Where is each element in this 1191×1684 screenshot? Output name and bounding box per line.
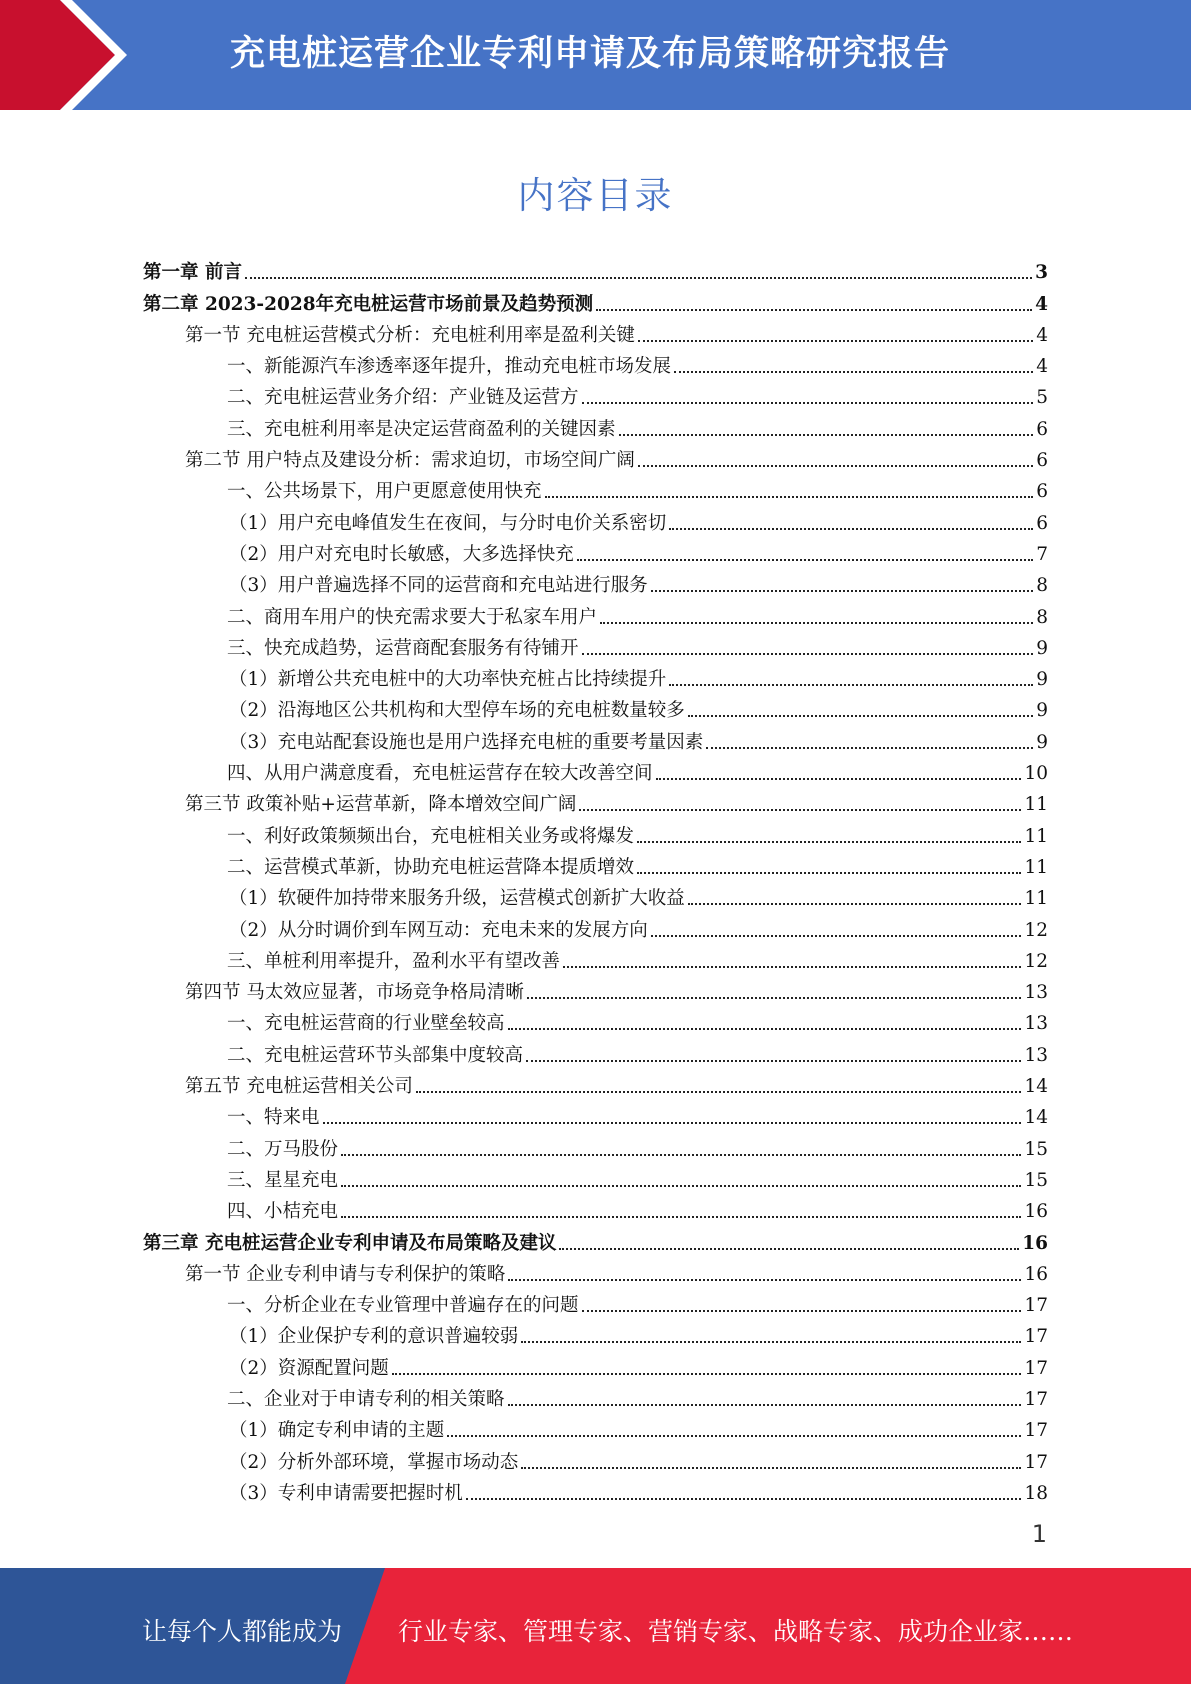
toc-entry-page: 15: [1024, 1169, 1048, 1191]
toc-dot-leader: [416, 1091, 1022, 1093]
toc-entry-title: （1）企业保护专利的意识普遍较弱: [229, 1326, 519, 1348]
toc-entry[interactable]: [143, 974, 1048, 1005]
toc-entry[interactable]: [143, 348, 1048, 379]
toc-entry-page: 12: [1024, 950, 1048, 972]
toc-entry-page: 5: [1036, 387, 1048, 409]
toc-dot-leader: [508, 1404, 1022, 1406]
toc-entry-page: 18: [1024, 1482, 1048, 1504]
toc-dot-leader: [669, 528, 1033, 530]
toc-entry[interactable]: [143, 1381, 1048, 1412]
toc-entry-title: 第三章 充电桩运营企业专利申请及布局策略及建议: [143, 1232, 557, 1254]
toc-entry-page: 9: [1036, 700, 1048, 722]
toc-entry-page: 6: [1036, 512, 1048, 534]
toc-entry-title: 二、万马股份: [227, 1138, 339, 1160]
toc-entry[interactable]: [143, 567, 1048, 598]
toc-entry-page: 7: [1036, 543, 1048, 565]
toc-dot-leader: [341, 1185, 1021, 1187]
toc-entry[interactable]: [143, 536, 1048, 567]
toc-entry[interactable]: [143, 1036, 1048, 1067]
toc-entry-page: 16: [1022, 1232, 1048, 1254]
toc-entry-page: 8: [1036, 606, 1048, 628]
toc-dot-leader: [527, 997, 1022, 999]
toc-dot-leader: [323, 1122, 1022, 1124]
toc-entry-title: 一、公共场景下，用户更愿意使用快充: [227, 481, 542, 503]
toc-entry-title: （3）充电站配套设施也是用户选择充电桩的重要考量因素: [229, 731, 704, 753]
toc-entry[interactable]: [143, 1193, 1048, 1224]
toc-entry[interactable]: [143, 630, 1048, 661]
toc-dot-leader: [508, 1028, 1022, 1030]
toc-entry-page: 16: [1024, 1201, 1048, 1223]
toc-entry-page: 13: [1024, 982, 1048, 1004]
footer-banner: [0, 1568, 1191, 1684]
toc-entry[interactable]: [143, 755, 1048, 786]
document-title: 充电桩运营企业专利申请及布局策略研究报告: [230, 34, 951, 74]
toc-entry[interactable]: [143, 379, 1048, 410]
toc-entry[interactable]: [143, 317, 1048, 348]
toc-entry-title: 四、从用户满意度看，充电桩运营存在较大改善空间: [227, 763, 653, 785]
toc-entry-page: 4: [1035, 293, 1048, 315]
toc-dot-leader: [521, 1467, 1021, 1469]
toc-entry[interactable]: [143, 723, 1048, 754]
toc-entry-title: （2）用户对充电时长敏感，大多选择快充: [229, 543, 574, 565]
toc-dot-leader: [656, 778, 1022, 780]
toc-dot-leader: [582, 1310, 1022, 1312]
toc-entry[interactable]: [143, 911, 1048, 942]
toc-dot-leader: [600, 622, 1033, 624]
toc-entry-page: 14: [1024, 1076, 1048, 1098]
toc-dot-leader: [526, 1060, 1021, 1062]
toc-dot-leader: [545, 496, 1034, 498]
toc-entry-page: 11: [1024, 825, 1048, 847]
toc-entry[interactable]: [143, 1162, 1048, 1193]
toc-entry-page: 14: [1024, 1107, 1048, 1129]
toc-entry[interactable]: [143, 473, 1048, 504]
toc-entry[interactable]: [143, 1099, 1048, 1130]
footer-slogan-left: 让每个人都能成为: [142, 1617, 343, 1646]
toc-dot-leader: [559, 1248, 1019, 1250]
toc-entry-page: 6: [1036, 418, 1048, 440]
toc-entry[interactable]: [143, 1443, 1048, 1474]
toc-entry[interactable]: [143, 1224, 1048, 1255]
toc-entry-title: 二、充电桩运营环节头部集中度较高: [227, 1044, 524, 1066]
toc-dot-leader: [669, 684, 1033, 686]
toc-entry-title: 一、分析企业在专业管理中普遍存在的问题: [227, 1295, 579, 1317]
toc-entry-page: 3: [1035, 262, 1048, 284]
toc-entry[interactable]: [143, 817, 1048, 848]
toc-dot-leader: [651, 935, 1022, 937]
toc-dot-leader: [637, 872, 1021, 874]
toc-entry[interactable]: [143, 442, 1048, 473]
toc-entry-title: 第三节 政策补贴+运营革新，降本增效空间广阔: [185, 794, 577, 816]
toc-entry-title: 一、利好政策频频出台，充电桩相关业务或将爆发: [227, 825, 635, 847]
toc-entry-page: 17: [1024, 1451, 1048, 1473]
toc-dot-leader: [706, 747, 1033, 749]
page-number: 1: [1031, 1520, 1047, 1548]
toc-entry[interactable]: [143, 1349, 1048, 1380]
toc-entry[interactable]: [143, 943, 1048, 974]
toc-entry-page: 8: [1036, 575, 1048, 597]
toc-entry[interactable]: [143, 1412, 1048, 1443]
toc-heading: 内容目录: [517, 174, 674, 217]
toc-entry[interactable]: [143, 1068, 1048, 1099]
toc-entry[interactable]: [143, 1005, 1048, 1036]
toc-entry-page: 13: [1024, 1013, 1048, 1035]
toc-dot-leader: [688, 903, 1022, 905]
toc-entry-title: （1）软硬件加持带来服务升级，运营模式创新扩大收益: [229, 888, 685, 910]
toc-entry[interactable]: [143, 786, 1048, 817]
toc-entry[interactable]: [143, 1287, 1048, 1318]
toc-entry-title: 第一章 前言: [143, 262, 242, 284]
toc-entry-title: （2）从分时调价到车网互动：充电未来的发展方向: [229, 919, 648, 941]
toc-entry[interactable]: [143, 1318, 1048, 1349]
toc-dot-leader: [245, 277, 1032, 279]
toc-dot-leader: [637, 841, 1021, 843]
toc-entry-page: 9: [1036, 731, 1048, 753]
toc-entry-title: （2）资源配置问题: [229, 1357, 389, 1379]
toc-entry[interactable]: [143, 285, 1048, 316]
toc-dot-leader: [521, 1341, 1021, 1343]
toc-dot-leader: [466, 1498, 1022, 1500]
toc-entry-page: 9: [1036, 637, 1048, 659]
toc-entry-title: 一、充电桩运营商的行业壁垒较高: [227, 1013, 505, 1035]
toc-dot-leader: [579, 809, 1021, 811]
toc-entry-title: 第五节 充电桩运营相关公司: [185, 1076, 413, 1098]
toc-entry-page: 11: [1024, 794, 1048, 816]
toc-entry-page: 11: [1024, 856, 1048, 878]
toc-entry[interactable]: [143, 1475, 1048, 1506]
toc-dot-leader: [674, 371, 1033, 373]
toc-entry-page: 15: [1024, 1138, 1048, 1160]
toc-entry-page: 11: [1024, 888, 1048, 910]
toc-entry-page: 17: [1024, 1388, 1048, 1410]
toc-entry-page: 10: [1024, 763, 1048, 785]
toc-dot-leader: [341, 1216, 1021, 1218]
toc-dot-leader: [596, 309, 1032, 311]
toc-entry-title: （1）确定专利申请的主题: [229, 1420, 445, 1442]
toc-entry-title: 第四节 马太效应显著，市场竞争格局清晰: [185, 982, 524, 1004]
table-of-contents: [143, 254, 1048, 1506]
toc-dot-leader: [508, 1279, 1021, 1281]
toc-entry-title: 三、单桩利用率提升，盈利水平有望改善: [227, 950, 561, 972]
toc-entry-title: （1）用户充电峰值发生在夜间，与分时电价关系密切: [229, 512, 667, 534]
toc-entry-title: 三、快充成趋势，运营商配套服务有待铺开: [227, 637, 579, 659]
toc-entry[interactable]: [143, 598, 1048, 629]
toc-entry[interactable]: [143, 504, 1048, 535]
toc-entry-title: 三、星星充电: [227, 1169, 339, 1191]
toc-entry-title: 二、商用车用户的快充需求要大于私家车用户: [227, 606, 598, 628]
toc-entry-title: 第一节 企业专利申请与专利保护的策略: [185, 1263, 506, 1285]
toc-entry-title: 二、运营模式革新，协助充电桩运营降本提质增效: [227, 856, 635, 878]
toc-entry-title: 一、特来电: [227, 1107, 320, 1129]
toc-dot-leader: [638, 465, 1033, 467]
toc-entry-page: 12: [1024, 919, 1048, 941]
chevron-arrow-icon: [0, 0, 160, 110]
toc-entry-title: （1）新增公共充电桩中的大功率快充桩占比持续提升: [229, 669, 667, 691]
toc-entry-title: 第二章 2023-2028年充电桩运营市场前景及趋势预测: [143, 293, 594, 315]
toc-entry[interactable]: [143, 1130, 1048, 1161]
toc-dot-leader: [577, 559, 1033, 561]
toc-dot-leader: [392, 1373, 1022, 1375]
toc-entry-page: 6: [1036, 450, 1048, 472]
toc-entry-title: 第一节 充电桩运营模式分析：充电桩利用率是盈利关键: [185, 324, 635, 346]
footer-slogan-right: 行业专家、管理专家、营销专家、战略专家、成功企业家……: [398, 1617, 1074, 1646]
toc-entry-page: 17: [1024, 1357, 1048, 1379]
toc-entry-title: 三、充电桩利用率是决定运营商盈利的关键因素: [227, 418, 616, 440]
toc-dot-leader: [638, 340, 1033, 342]
toc-dot-leader: [619, 434, 1034, 436]
toc-dot-leader: [688, 715, 1033, 717]
toc-entry-title: 四、小桔充电: [227, 1201, 339, 1223]
toc-entry[interactable]: [143, 880, 1048, 911]
toc-entry-title: 一、新能源汽车渗透率逐年提升，推动充电桩市场发展: [227, 356, 672, 378]
toc-entry-page: 9: [1036, 669, 1048, 691]
toc-entry-title: （3）用户普遍选择不同的运营商和充电站进行服务: [229, 575, 648, 597]
header-banner: [0, 0, 1191, 110]
toc-entry-title: 二、企业对于申请专利的相关策略: [227, 1388, 505, 1410]
toc-entry[interactable]: [143, 1256, 1048, 1287]
toc-dot-leader: [582, 653, 1034, 655]
toc-entry-page: 4: [1036, 356, 1048, 378]
toc-entry-page: 16: [1024, 1263, 1048, 1285]
toc-entry[interactable]: [143, 254, 1048, 285]
toc-entry-page: 17: [1024, 1420, 1048, 1442]
toc-entry-title: （2）分析外部环境，掌握市场动态: [229, 1451, 519, 1473]
toc-entry-page: 6: [1036, 481, 1048, 503]
toc-dot-leader: [582, 402, 1034, 404]
toc-entry-page: 17: [1024, 1326, 1048, 1348]
toc-entry-title: （2）沿海地区公共机构和大型停车场的充电桩数量较多: [229, 700, 685, 722]
toc-entry[interactable]: [143, 661, 1048, 692]
toc-entry[interactable]: [143, 692, 1048, 723]
toc-entry-title: （3）专利申请需要把握时机: [229, 1482, 463, 1504]
toc-entry[interactable]: [143, 849, 1048, 880]
toc-entry-page: 13: [1024, 1044, 1048, 1066]
toc-dot-leader: [447, 1435, 1021, 1437]
toc-entry-title: 第二节 用户特点及建设分析：需求迫切，市场空间广阔: [185, 450, 635, 472]
toc-dot-leader: [651, 590, 1033, 592]
toc-dot-leader: [563, 966, 1021, 968]
toc-entry[interactable]: [143, 410, 1048, 441]
toc-entry-page: 17: [1024, 1295, 1048, 1317]
toc-dot-leader: [341, 1154, 1021, 1156]
toc-entry-page: 4: [1036, 324, 1048, 346]
toc-entry-title: 二、充电桩运营业务介绍：产业链及运营方: [227, 387, 579, 409]
